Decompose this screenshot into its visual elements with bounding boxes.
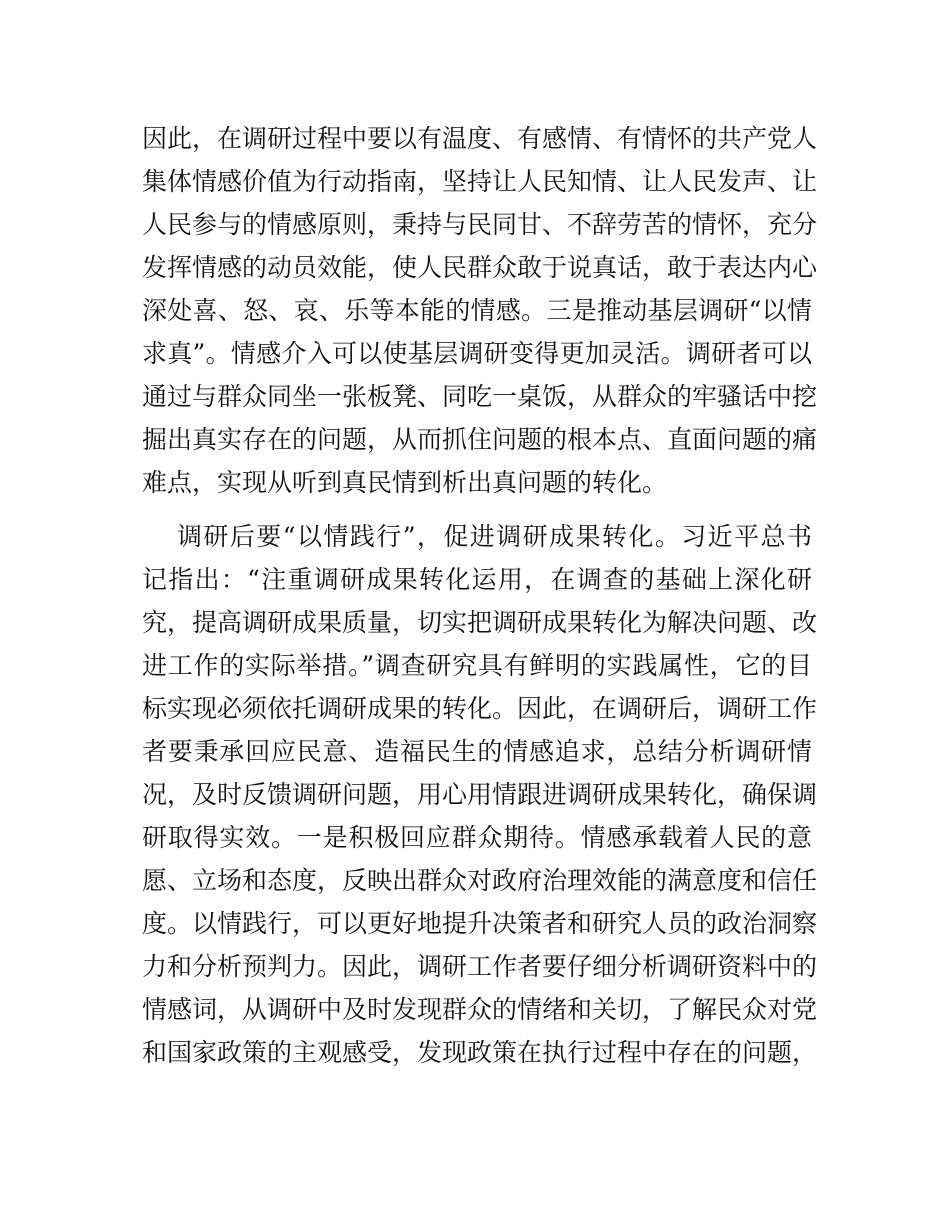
text-line: 究，提高调研成果质量，切实把调研成果转化为解决问题、改 [142, 608, 818, 637]
text-line: 发挥情感的动员效能，使人民群众敢于说真话，敢于表达内心 [142, 253, 818, 282]
text-line: 掘出真实存在的问题，从而抓住问题的根本点、直面问题的痛 [142, 425, 818, 454]
text-line: 力和分析预判力。因此，调研工作者要仔细分析调研资料中的 [142, 952, 818, 981]
text-line: 通过与群众同坐一张板凳、同吃一桌饭，从群众的牢骚话中挖 [142, 382, 818, 411]
text-line: 求真”。情感介入可以使基层调研变得更加灵活。调研者可以 [142, 339, 812, 368]
text-line: 人民参与的情感原则，秉持与民同甘、不辞劳苦的情怀，充分 [142, 210, 818, 239]
text-line: 因此，在调研过程中要以有温度、有感情、有情怀的共产党人 [142, 124, 818, 153]
text-line: 深处喜、怒、哀、乐等本能的情感。三是推动基层调研“以情 [142, 296, 812, 325]
text-line: 者要秉承回应民意、造福民生的情感追求，总结分析调研情 [142, 737, 812, 766]
text-line: 研取得实效。一是积极回应群众期待。情感承载着人民的意 [142, 823, 812, 852]
text-line: 难点，实现从听到真民情到析出真问题的转化。 [142, 468, 668, 497]
text-line: 和国家政策的主观感受，发现政策在执行过程中存在的问题， [142, 1038, 818, 1067]
text-line: 况，及时反馈调研问题，用心用情跟进调研成果转化，确保调 [142, 780, 818, 809]
text-line: 进工作的实际举措。”调查研究具有鲜明的实践属性，它的目 [142, 651, 812, 680]
paragraph-1 [142, 117, 818, 504]
text-line: 愿、立场和态度，反映出群众对政府治理效能的满意度和信任 [142, 866, 818, 895]
text-line: 集体情感价值为行动指南，坚持让人民知情、让人民发声、让 [142, 167, 818, 196]
text-line: 情感词，从调研中及时发现群众的情绪和关切，了解民众对党 [142, 995, 818, 1024]
text-line: 标实现必须依托调研成果的转化。因此，在调研后，调研工作 [142, 694, 818, 723]
text-line: 调研后要“以情践行”，促进调研成果转化。习近平总书 [177, 522, 812, 551]
paragraph-2 [142, 515, 818, 1074]
text-line: 记指出：“注重调研成果转化运用，在调查的基础上深化研 [142, 565, 812, 594]
text-line: 度。以情践行，可以更好地提升决策者和研究人员的政治洞察 [142, 909, 818, 938]
